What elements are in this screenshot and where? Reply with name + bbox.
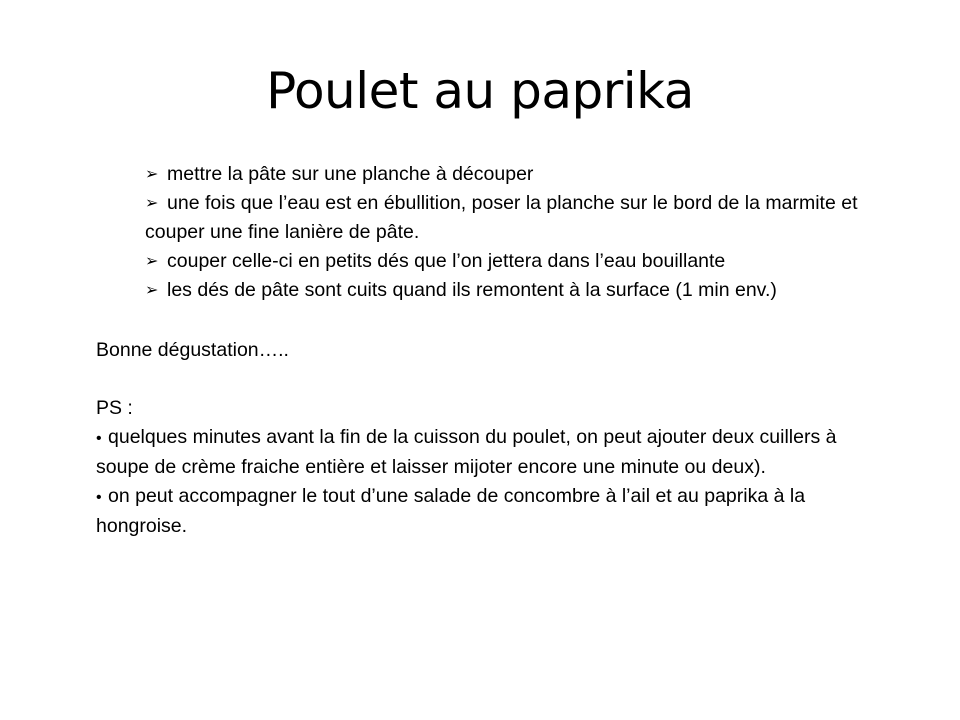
- step-text: couper celle-ci en petits dés que l’on jettera dans l’eau bouillante: [167, 250, 726, 272]
- step-item: [145, 247, 865, 276]
- step-item: [145, 189, 865, 247]
- step-text: une fois que l’eau est en ébullition, poser la planche sur le bord de la marmite et couper une fine lanière de pâte.: [145, 192, 858, 243]
- dot-bullet-icon: •: [96, 489, 102, 506]
- arrow-bullet-icon: ➢: [145, 282, 159, 299]
- step-text: les dés de pâte sont cuits quand ils remontent à la surface (1 min env.): [167, 279, 777, 301]
- arrow-bullet-icon: ➢: [145, 195, 159, 212]
- step-item: [145, 160, 865, 189]
- arrow-bullet-icon: ➢: [145, 166, 159, 183]
- ps-label: PS :: [96, 397, 133, 419]
- ps-item-text: on peut accompagner le tout d’une salade de concombre à l’ail et au paprika à la hongroise.: [96, 485, 806, 537]
- dot-bullet-icon: •: [96, 430, 102, 447]
- ps-item-text: quelques minutes avant la fin de la cuisson du poulet, on peut ajouter deux cuillers à soupe de crème fraiche entière et laisser mijoter encore une minute ou deux).: [96, 426, 837, 478]
- steps-list: [145, 160, 865, 305]
- step-text: mettre la pâte sur une planche à découper: [167, 163, 534, 185]
- ps-item: [96, 482, 866, 541]
- step-item: [145, 276, 865, 305]
- ps-item: [96, 423, 866, 482]
- arrow-bullet-icon: ➢: [145, 253, 159, 270]
- ps-list: [96, 423, 866, 541]
- closing-text: Bonne dégustation…..: [96, 339, 289, 361]
- slide-title: Poulet au paprika: [266, 62, 694, 120]
